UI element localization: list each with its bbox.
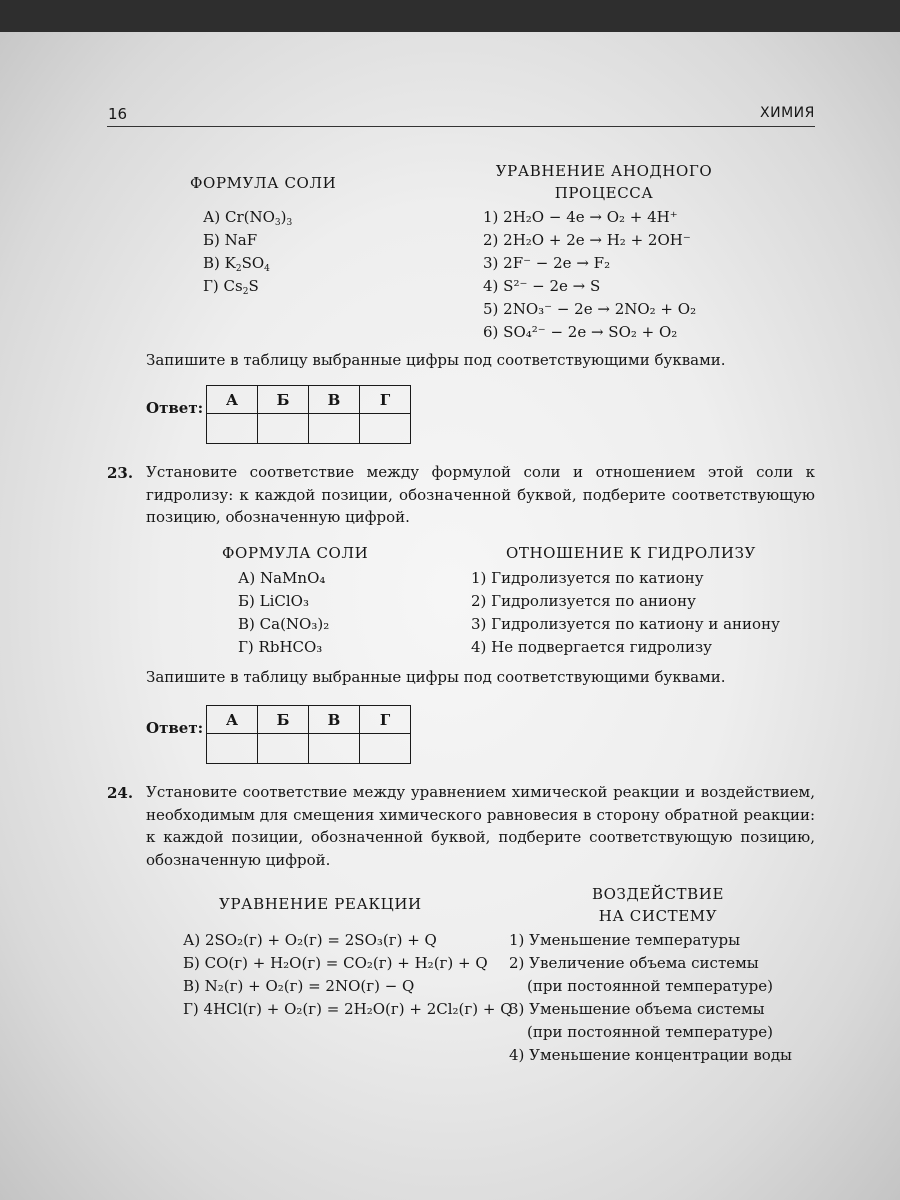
answer-cell-v[interactable] <box>309 734 360 764</box>
header-rule <box>107 126 815 127</box>
answer-cell-b[interactable] <box>258 414 309 444</box>
task24-effect-3-note: (при постоянной температуре) <box>527 1023 773 1041</box>
task22-process-6: 6) SO₄²⁻ − 2e → SO₂ + O₂ <box>483 323 678 341</box>
answer-col-v: В <box>309 386 360 414</box>
answer-col-g: Г <box>360 386 411 414</box>
task23-answer-table <box>206 705 411 764</box>
answer-cell-a[interactable] <box>207 734 258 764</box>
task24-effect-2-note: (при постоянной температуре) <box>527 977 773 995</box>
task23-right-header: ОТНОШЕНИЕ К ГИДРОЛИЗУ <box>506 544 756 562</box>
task22-answer-label: Ответ: <box>146 399 204 417</box>
task24-reaction-b: Б) CO(г) + H₂O(г) = CO₂(г) + H₂(г) + Q <box>183 954 488 972</box>
book-page <box>0 32 900 1200</box>
task23-text: Установите соответствие между формулой соли и отношением этой соли к гидролизу: к каждой позиции, обозначенной буквой, подберите соответствующую позицию, обозначенную цифрой. <box>146 463 815 526</box>
answer-col-b: Б <box>258 706 309 734</box>
task23-left-header: ФОРМУЛА СОЛИ <box>222 544 369 562</box>
answer-col-a: А <box>207 706 258 734</box>
task24-effect-4: 4) Уменьшение концентрации воды <box>509 1046 793 1064</box>
task23-salt-a: А) NaMnO₄ <box>238 569 326 587</box>
page-number: 16 <box>108 105 128 123</box>
subject-title: ХИМИЯ <box>760 105 815 121</box>
task23-salt-b: Б) LiClO₃ <box>238 592 309 610</box>
task23-relation-1: 1) Гидролизуется по катиону <box>471 569 704 587</box>
task22-salt-a: А) $Cr(NO_3)_3$ <box>203 208 293 228</box>
answer-col-g: Г <box>360 706 411 734</box>
task23-relation-4: 4) Не подвергается гидролизу <box>471 638 712 656</box>
task22-process-4: 4) S²⁻ − 2e → S <box>483 277 601 295</box>
task24-right-header: ВОЗДЕЙСТВИЕ НА СИСТЕМУ <box>591 885 725 925</box>
task23-relation-2: 2) Гидролизуется по аниону <box>471 592 696 610</box>
task22-salt-b: Б) NaF <box>203 231 258 249</box>
task24-text: Установите соответствие между уравнением химической реакции и воздействием, необходимым для смещения химического равновесия в сторону обратной реакции: к каждой позиции, обозначенной буквой, подберите соответствующую позицию, обозначенную цифрой. <box>146 783 815 869</box>
task22-process-5: 5) 2NO₃⁻ − 2e → 2NO₂ + O₂ <box>483 300 697 318</box>
task22-process-2: 2) 2H₂O + 2e → H₂ + 2OH⁻ <box>483 231 691 249</box>
task24-effect-3: 3) Уменьшение объема системы <box>509 1000 765 1018</box>
answer-cell-v[interactable] <box>309 414 360 444</box>
task22-process-1: 1) 2H₂O − 4e → O₂ + 4H⁺ <box>483 208 678 226</box>
answer-cell-g[interactable] <box>360 734 411 764</box>
task23-answer-label: Ответ: <box>146 719 204 737</box>
answer-col-v: В <box>309 706 360 734</box>
task23-relation-3: 3) Гидролизуется по катиону и аниону <box>471 615 780 633</box>
answer-cell-g[interactable] <box>360 414 411 444</box>
task24-reaction-g: Г) 4HCl(г) + O₂(г) = 2H₂O(г) + 2Cl₂(г) + Q <box>183 1000 513 1018</box>
task22-left-header: ФОРМУЛА СОЛИ <box>190 174 337 192</box>
task22-salt-g: Г) $Cs_2S$ <box>203 277 259 297</box>
answer-col-b: Б <box>258 386 309 414</box>
task24-left-header: УРАВНЕНИЕ РЕАКЦИИ <box>219 895 422 913</box>
task22-instruction: Запишите в таблицу выбранные цифры под соответствующими буквами. <box>146 351 726 369</box>
answer-col-a: А <box>207 386 258 414</box>
task22-salt-v: В) $K_2SO_4$ <box>203 254 270 274</box>
answer-cell-a[interactable] <box>207 414 258 444</box>
task22-process-3: 3) 2F⁻ − 2e → F₂ <box>483 254 611 272</box>
task22-right-header: УРАВНЕНИЕ АНОДНОГО ПРОЦЕССА <box>495 162 713 202</box>
answer-cell-b[interactable] <box>258 734 309 764</box>
task23-number: 23. <box>107 464 134 482</box>
task24-effect-2: 2) Увеличение объема системы <box>509 954 759 972</box>
task23-instruction: Запишите в таблицу выбранные цифры под соответствующими буквами. <box>146 668 726 686</box>
task24-reaction-v: В) N₂(г) + O₂(г) = 2NO(г) − Q <box>183 977 415 995</box>
task23-salt-g: Г) RbHCO₃ <box>238 638 323 656</box>
task24-effect-1: 1) Уменьшение температуры <box>509 931 741 949</box>
task24-number: 24. <box>107 784 134 802</box>
task23-salt-v: В) Ca(NO₃)₂ <box>238 615 330 633</box>
task24-reaction-a: А) 2SO₂(г) + O₂(г) = 2SO₃(г) + Q <box>183 931 437 949</box>
task22-answer-table <box>206 385 411 444</box>
